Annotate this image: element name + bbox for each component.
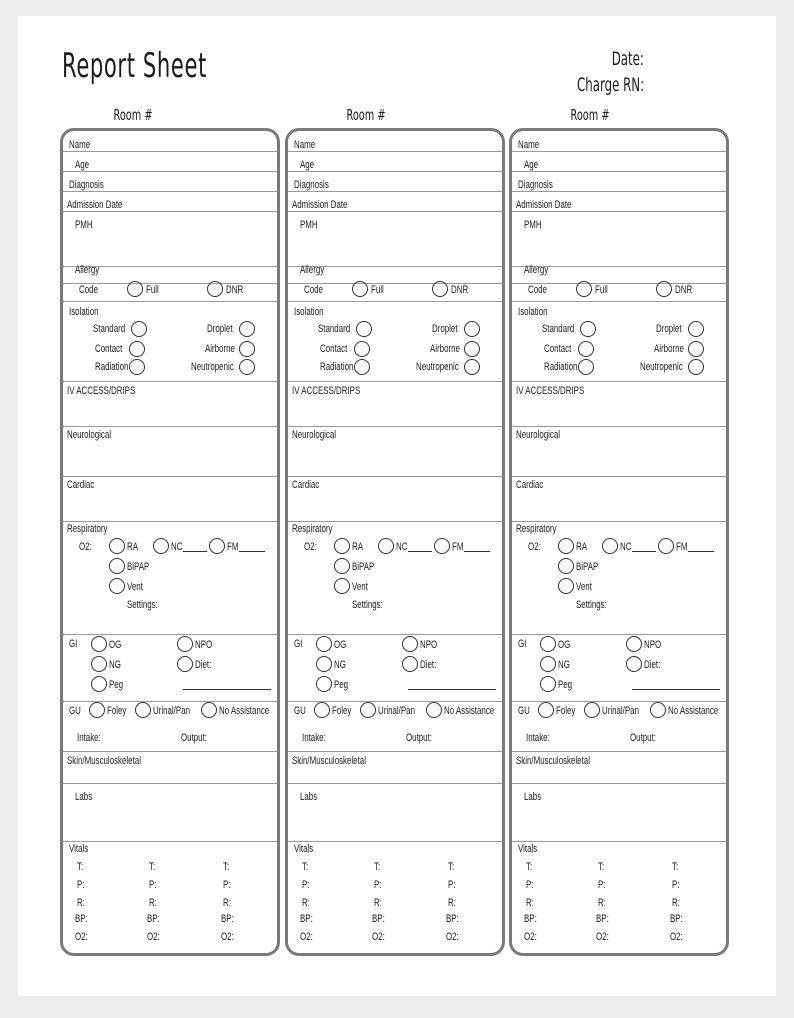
- row-divider: [63, 171, 277, 172]
- vitals-set-3-o2[interactable]: O2:: [670, 931, 683, 943]
- peg-label: Peg: [558, 679, 573, 691]
- radiation-label: Radiation: [95, 361, 129, 373]
- skin-field[interactable]: Skin/Musculoskeletal: [67, 755, 141, 767]
- full-label: Full: [146, 284, 159, 296]
- age-field[interactable]: Age: [300, 159, 315, 171]
- foley-radio[interactable]: [89, 702, 105, 718]
- skin-field[interactable]: Skin/Musculoskeletal: [292, 755, 366, 767]
- full-label: Full: [371, 284, 384, 296]
- intake-field[interactable]: Intake:: [526, 732, 550, 744]
- droplet-label: Droplet: [656, 323, 682, 335]
- foley-label: Foley: [107, 705, 127, 717]
- blank-line[interactable]: [183, 551, 207, 552]
- gi-label: GI: [69, 638, 78, 650]
- vitals-set-1-p[interactable]: P:: [77, 879, 85, 891]
- row-divider: [288, 381, 502, 382]
- vitals-set-3-r[interactable]: R:: [448, 897, 456, 909]
- row-divider: [288, 191, 502, 192]
- dnr-label: DNR: [451, 284, 469, 296]
- ra-label: RA: [576, 541, 588, 553]
- airborne-radio[interactable]: [688, 341, 704, 357]
- iv-access-field[interactable]: IV ACCESS/DRIPS: [516, 385, 585, 397]
- bipap-radio[interactable]: [334, 558, 350, 574]
- no-assistance-label: No Assistance: [444, 705, 495, 717]
- blank-line[interactable]: [408, 689, 496, 690]
- urinal-label: Urinal/Pan: [378, 705, 415, 717]
- npo-label: NPO: [644, 639, 662, 651]
- dnr-label: DNR: [226, 284, 244, 296]
- vitals-set-2-bp[interactable]: BP:: [596, 913, 609, 925]
- nc-radio[interactable]: [378, 538, 394, 554]
- name-field[interactable]: Name: [69, 139, 91, 151]
- isolation-label: Isolation: [518, 306, 548, 318]
- nc-label: NC: [396, 541, 408, 553]
- vent-label: Vent: [576, 581, 592, 593]
- standard-radio[interactable]: [580, 321, 596, 337]
- gu-label: GU: [518, 705, 530, 717]
- labs-field[interactable]: Labs: [300, 791, 318, 803]
- gu-label: GU: [294, 705, 306, 717]
- vitals-set-3-o2[interactable]: O2:: [446, 931, 459, 943]
- code-label: Code: [304, 284, 323, 296]
- vitals-set-3-t[interactable]: T:: [448, 861, 455, 873]
- blank-line[interactable]: [632, 551, 656, 552]
- vent-label: Vent: [352, 581, 368, 593]
- full-code-radio[interactable]: [127, 281, 143, 297]
- settings-label: Settings:: [127, 599, 158, 611]
- name-field[interactable]: Name: [294, 139, 316, 151]
- airborne-label: Airborne: [430, 343, 460, 355]
- vitals-set-2-o2[interactable]: O2:: [147, 931, 160, 943]
- vitals-set-2-p[interactable]: P:: [149, 879, 157, 891]
- contact-label: Contact: [95, 343, 123, 355]
- row-divider: [512, 783, 726, 784]
- foley-radio[interactable]: [314, 702, 330, 718]
- diet-label: Diet:: [420, 659, 437, 671]
- npo-radio[interactable]: [626, 636, 642, 652]
- row-divider: [63, 151, 277, 152]
- fm-radio[interactable]: [658, 538, 674, 554]
- nc-label: NC: [171, 541, 183, 553]
- no-assistance-radio[interactable]: [650, 702, 666, 718]
- labs-field[interactable]: Labs: [524, 791, 542, 803]
- neutropenic-label: Neutropenic: [416, 361, 459, 373]
- neutropenic-radio[interactable]: [239, 359, 255, 375]
- neurological-field[interactable]: Neurological: [292, 429, 337, 441]
- neurological-field[interactable]: Neurological: [67, 429, 112, 441]
- vitals-set-3-bp[interactable]: BP:: [670, 913, 683, 925]
- bipap-label: BiPAP: [352, 561, 375, 573]
- urinal-label: Urinal/Pan: [602, 705, 639, 717]
- charge-rn-label: Charge RN:: [577, 74, 644, 96]
- fm-label: FM: [227, 541, 239, 553]
- pmh-field[interactable]: PMH: [524, 219, 542, 231]
- respiratory-label: Respiratory: [292, 523, 333, 535]
- contact-label: Contact: [320, 343, 348, 355]
- og-label: OG: [558, 639, 571, 651]
- row-divider: [512, 751, 726, 752]
- airborne-radio[interactable]: [239, 341, 255, 357]
- ra-label: RA: [352, 541, 364, 553]
- allergy-field[interactable]: Allergy: [524, 264, 549, 276]
- radiation-label: Radiation: [544, 361, 578, 373]
- row-divider: [63, 783, 277, 784]
- admission-date-field[interactable]: Admission Date: [516, 199, 572, 211]
- isolation-label: Isolation: [294, 306, 324, 318]
- droplet-radio[interactable]: [464, 321, 480, 337]
- fm-radio[interactable]: [434, 538, 450, 554]
- vent-radio[interactable]: [558, 578, 574, 594]
- neutropenic-radio[interactable]: [688, 359, 704, 375]
- neutropenic-label: Neutropenic: [191, 361, 234, 373]
- code-label: Code: [79, 284, 98, 296]
- diagnosis-field[interactable]: Diagnosis: [69, 179, 104, 191]
- standard-label: Standard: [542, 323, 575, 335]
- labs-field[interactable]: Labs: [75, 791, 93, 803]
- ng-label: NG: [109, 659, 121, 671]
- vitals-set-1-o2[interactable]: O2:: [75, 931, 88, 943]
- ra-radio[interactable]: [109, 538, 125, 554]
- vitals-set-1-r[interactable]: R:: [526, 897, 534, 909]
- dnr-radio[interactable]: [432, 281, 448, 297]
- vitals-set-2-o2[interactable]: O2:: [372, 931, 385, 943]
- full-code-radio[interactable]: [576, 281, 592, 297]
- vitals-set-2-o2[interactable]: O2:: [596, 931, 609, 943]
- peg-radio[interactable]: [91, 676, 107, 692]
- row-divider: [63, 381, 277, 382]
- peg-label: Peg: [109, 679, 124, 691]
- output-field[interactable]: Output:: [406, 732, 432, 744]
- neurological-field[interactable]: Neurological: [516, 429, 561, 441]
- vitals-set-2-p[interactable]: P:: [598, 879, 606, 891]
- vitals-label: Vitals: [69, 843, 89, 855]
- og-radio[interactable]: [316, 636, 332, 652]
- row-divider: [512, 426, 726, 427]
- droplet-label: Droplet: [432, 323, 458, 335]
- vitals-set-3-t[interactable]: T:: [672, 861, 679, 873]
- row-divider: [512, 211, 726, 212]
- vent-label: Vent: [127, 581, 143, 593]
- code-label: Code: [528, 284, 547, 296]
- peg-radio[interactable]: [540, 676, 556, 692]
- urinal-radio[interactable]: [584, 702, 600, 718]
- urinal-label: Urinal/Pan: [153, 705, 190, 717]
- ng-radio[interactable]: [540, 656, 556, 672]
- ng-label: NG: [334, 659, 346, 671]
- fm-radio[interactable]: [209, 538, 225, 554]
- room-number-label: Room #: [113, 106, 153, 124]
- o2-label: O2:: [304, 541, 317, 553]
- cardiac-field[interactable]: Cardiac: [67, 479, 95, 491]
- pmh-field[interactable]: PMH: [300, 219, 318, 231]
- intake-field[interactable]: Intake:: [302, 732, 326, 744]
- cardiac-field[interactable]: Cardiac: [292, 479, 320, 491]
- vitals-set-3-p[interactable]: P:: [223, 879, 231, 891]
- vitals-set-1-bp[interactable]: BP:: [524, 913, 537, 925]
- vitals-label: Vitals: [294, 843, 314, 855]
- dnr-label: DNR: [675, 284, 693, 296]
- blank-line[interactable]: [183, 689, 271, 690]
- contact-radio[interactable]: [354, 341, 370, 357]
- npo-label: NPO: [195, 639, 213, 651]
- row-divider: [288, 171, 502, 172]
- vitals-set-3-r[interactable]: R:: [672, 897, 680, 909]
- vitals-set-1-t[interactable]: T:: [526, 861, 533, 873]
- blank-line[interactable]: [688, 551, 714, 552]
- o2-label: O2:: [79, 541, 92, 553]
- ng-radio[interactable]: [91, 656, 107, 672]
- settings-label: Settings:: [352, 599, 383, 611]
- vitals-set-3-bp[interactable]: BP:: [446, 913, 459, 925]
- diagnosis-field[interactable]: Diagnosis: [518, 179, 553, 191]
- row-divider: [288, 634, 502, 635]
- vitals-set-1-r[interactable]: R:: [302, 897, 310, 909]
- standard-radio[interactable]: [131, 321, 147, 337]
- row-divider: [63, 426, 277, 427]
- admission-date-field[interactable]: Admission Date: [292, 199, 348, 211]
- no-assistance-radio[interactable]: [426, 702, 442, 718]
- diet-radio[interactable]: [626, 656, 642, 672]
- full-code-radio[interactable]: [352, 281, 368, 297]
- blank-line[interactable]: [239, 551, 265, 552]
- vitals-set-1-o2[interactable]: O2:: [524, 931, 537, 943]
- contact-label: Contact: [544, 343, 572, 355]
- bipap-label: BiPAP: [127, 561, 150, 573]
- respiratory-label: Respiratory: [516, 523, 557, 535]
- vitals-set-3-p[interactable]: P:: [448, 879, 456, 891]
- og-radio[interactable]: [91, 636, 107, 652]
- droplet-radio[interactable]: [688, 321, 704, 337]
- row-divider: [512, 301, 726, 302]
- row-divider: [63, 211, 277, 212]
- row-divider: [63, 634, 277, 635]
- row-divider: [63, 841, 277, 842]
- row-divider: [288, 301, 502, 302]
- radiation-label: Radiation: [320, 361, 354, 373]
- vitals-set-2-t[interactable]: T:: [598, 861, 605, 873]
- allergy-field[interactable]: Allergy: [300, 264, 325, 276]
- row-divider: [288, 476, 502, 477]
- room-number-label: Room #: [570, 106, 610, 124]
- radiation-radio[interactable]: [354, 359, 370, 375]
- standard-radio[interactable]: [356, 321, 372, 337]
- gi-label: GI: [518, 638, 527, 650]
- contact-radio[interactable]: [578, 341, 594, 357]
- fm-label: FM: [452, 541, 464, 553]
- settings-label: Settings:: [576, 599, 607, 611]
- nc-label: NC: [620, 541, 632, 553]
- age-field[interactable]: Age: [75, 159, 90, 171]
- row-divider: [288, 751, 502, 752]
- skin-field[interactable]: Skin/Musculoskeletal: [516, 755, 590, 767]
- row-divider: [288, 783, 502, 784]
- row-divider: [512, 151, 726, 152]
- row-divider: [512, 191, 726, 192]
- allergy-field[interactable]: Allergy: [75, 264, 100, 276]
- vitals-set-3-p[interactable]: P:: [672, 879, 680, 891]
- row-divider: [63, 751, 277, 752]
- gi-label: GI: [294, 638, 303, 650]
- nc-radio[interactable]: [602, 538, 618, 554]
- row-divider: [63, 301, 277, 302]
- respiratory-label: Respiratory: [67, 523, 108, 535]
- row-divider: [63, 191, 277, 192]
- foley-radio[interactable]: [538, 702, 554, 718]
- standard-label: Standard: [93, 323, 126, 335]
- vitals-set-3-t[interactable]: T:: [223, 861, 230, 873]
- intake-field[interactable]: Intake:: [77, 732, 101, 744]
- row-divider: [63, 476, 277, 477]
- pmh-field[interactable]: PMH: [75, 219, 93, 231]
- bipap-radio[interactable]: [558, 558, 574, 574]
- radiation-radio[interactable]: [578, 359, 594, 375]
- patient-column-1: [60, 128, 280, 956]
- contact-radio[interactable]: [129, 341, 145, 357]
- iv-access-field[interactable]: IV ACCESS/DRIPS: [292, 385, 361, 397]
- iv-access-field[interactable]: IV ACCESS/DRIPS: [67, 385, 136, 397]
- output-field[interactable]: Output:: [630, 732, 656, 744]
- row-divider: [63, 521, 277, 522]
- gu-label: GU: [69, 705, 81, 717]
- no-assistance-radio[interactable]: [201, 702, 217, 718]
- npo-radio[interactable]: [177, 636, 193, 652]
- row-divider: [288, 211, 502, 212]
- vitals-set-1-t[interactable]: T:: [77, 861, 84, 873]
- age-field[interactable]: Age: [524, 159, 539, 171]
- diet-radio[interactable]: [402, 656, 418, 672]
- foley-label: Foley: [556, 705, 576, 717]
- row-divider: [288, 841, 502, 842]
- blank-line[interactable]: [408, 551, 432, 552]
- vitals-set-1-p[interactable]: P:: [526, 879, 534, 891]
- row-divider: [512, 381, 726, 382]
- fm-label: FM: [676, 541, 688, 553]
- blank-line[interactable]: [464, 551, 490, 552]
- npo-label: NPO: [420, 639, 438, 651]
- vent-radio[interactable]: [109, 578, 125, 594]
- vitals-set-2-t[interactable]: T:: [149, 861, 156, 873]
- bipap-label: BiPAP: [576, 561, 599, 573]
- vitals-set-1-bp[interactable]: BP:: [300, 913, 313, 925]
- og-label: OG: [109, 639, 122, 651]
- isolation-label: Isolation: [69, 306, 99, 318]
- diagnosis-field[interactable]: Diagnosis: [294, 179, 329, 191]
- cardiac-field[interactable]: Cardiac: [516, 479, 544, 491]
- peg-label: Peg: [334, 679, 349, 691]
- row-divider: [512, 521, 726, 522]
- og-label: OG: [334, 639, 347, 651]
- vitals-set-3-o2[interactable]: O2:: [221, 931, 234, 943]
- name-field[interactable]: Name: [518, 139, 540, 151]
- ra-label: RA: [127, 541, 139, 553]
- room-number-label: Room #: [346, 106, 386, 124]
- row-divider: [512, 476, 726, 477]
- droplet-radio[interactable]: [239, 321, 255, 337]
- vitals-set-1-bp[interactable]: BP:: [75, 913, 88, 925]
- dnr-radio[interactable]: [207, 281, 223, 297]
- airborne-label: Airborne: [654, 343, 684, 355]
- ng-label: NG: [558, 659, 570, 671]
- vitals-set-1-t[interactable]: T:: [302, 861, 309, 873]
- vitals-label: Vitals: [518, 843, 538, 855]
- radiation-radio[interactable]: [129, 359, 145, 375]
- droplet-label: Droplet: [207, 323, 233, 335]
- full-label: Full: [595, 284, 608, 296]
- vitals-set-3-r[interactable]: R:: [223, 897, 231, 909]
- airborne-radio[interactable]: [464, 341, 480, 357]
- npo-radio[interactable]: [402, 636, 418, 652]
- vent-radio[interactable]: [334, 578, 350, 594]
- blank-line[interactable]: [632, 689, 720, 690]
- vitals-set-1-p[interactable]: P:: [302, 879, 310, 891]
- standard-label: Standard: [318, 323, 351, 335]
- ng-radio[interactable]: [316, 656, 332, 672]
- vitals-set-1-o2[interactable]: O2:: [300, 931, 313, 943]
- admission-date-field[interactable]: Admission Date: [67, 199, 123, 211]
- vitals-set-3-bp[interactable]: BP:: [221, 913, 234, 925]
- og-radio[interactable]: [540, 636, 556, 652]
- airborne-label: Airborne: [205, 343, 235, 355]
- o2-label: O2:: [528, 541, 541, 553]
- diet-label: Diet:: [644, 659, 661, 671]
- vitals-set-2-r[interactable]: R:: [598, 897, 606, 909]
- vitals-set-2-r[interactable]: R:: [149, 897, 157, 909]
- dnr-radio[interactable]: [656, 281, 672, 297]
- row-divider: [288, 151, 502, 152]
- foley-label: Foley: [332, 705, 352, 717]
- no-assistance-label: No Assistance: [219, 705, 270, 717]
- diet-label: Diet:: [195, 659, 212, 671]
- row-divider: [512, 841, 726, 842]
- bipap-radio[interactable]: [109, 558, 125, 574]
- neutropenic-radio[interactable]: [464, 359, 480, 375]
- row-divider: [288, 426, 502, 427]
- date-label: Date:: [611, 48, 644, 70]
- ra-radio[interactable]: [334, 538, 350, 554]
- row-divider: [512, 634, 726, 635]
- page-title: Report Sheet: [62, 46, 207, 86]
- vitals-set-2-p[interactable]: P:: [374, 879, 382, 891]
- patient-column-3: [509, 128, 729, 956]
- no-assistance-label: No Assistance: [668, 705, 719, 717]
- nc-radio[interactable]: [153, 538, 169, 554]
- output-field[interactable]: Output:: [181, 732, 207, 744]
- row-divider: [288, 521, 502, 522]
- vitals-set-2-t[interactable]: T:: [374, 861, 381, 873]
- diet-radio[interactable]: [177, 656, 193, 672]
- row-divider: [512, 171, 726, 172]
- vitals-set-2-r[interactable]: R:: [374, 897, 382, 909]
- urinal-radio[interactable]: [360, 702, 376, 718]
- urinal-radio[interactable]: [135, 702, 151, 718]
- neutropenic-label: Neutropenic: [640, 361, 683, 373]
- vitals-set-1-r[interactable]: R:: [77, 897, 85, 909]
- patient-column-2: [285, 128, 505, 956]
- peg-radio[interactable]: [316, 676, 332, 692]
- ra-radio[interactable]: [558, 538, 574, 554]
- vitals-set-2-bp[interactable]: BP:: [372, 913, 385, 925]
- vitals-set-2-bp[interactable]: BP:: [147, 913, 160, 925]
